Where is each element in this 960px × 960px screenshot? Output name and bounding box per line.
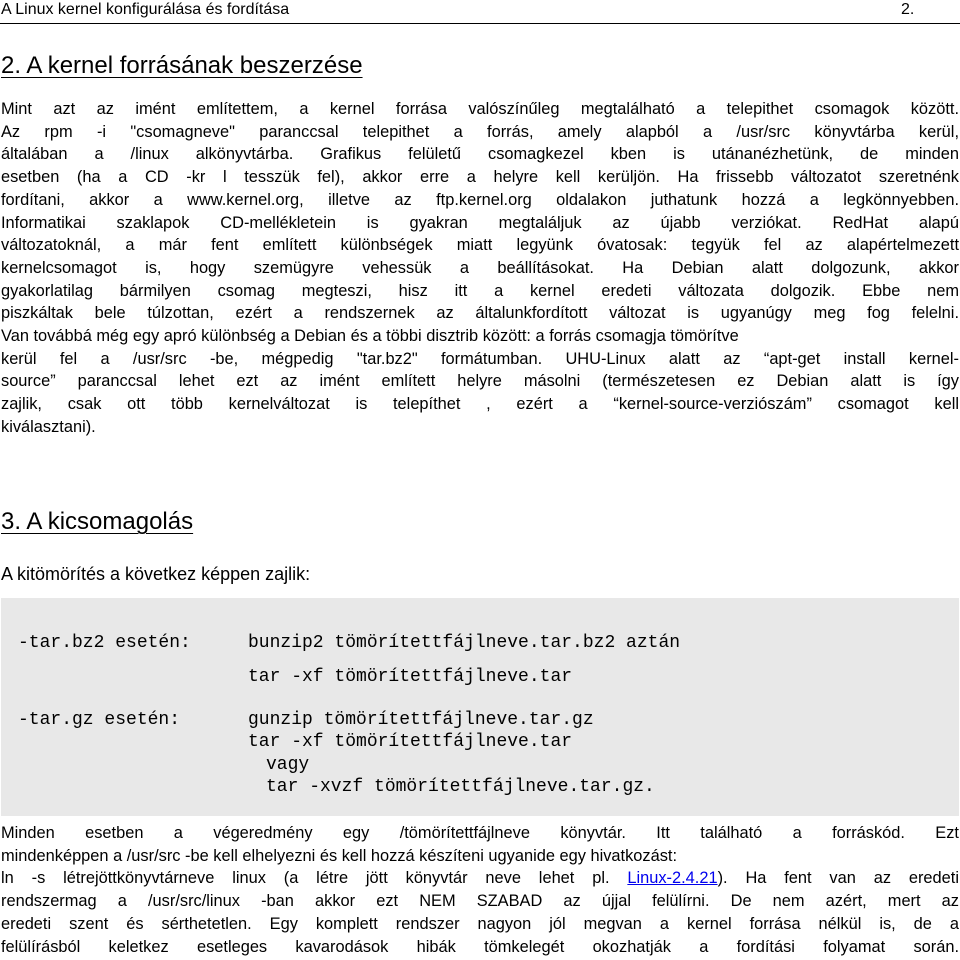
paragraph-line: esetben (ha a CD -kr l tesszük fel), akkor erre a helyre kell kerüljön. Ha frissebb változatot szeretnénk <box>1 168 959 187</box>
kernel-version-link[interactable]: Linux-2.4.21 <box>627 869 718 888</box>
code-line: tar -xf tömörítettfájlneve.tar <box>248 732 573 752</box>
paragraph-line: Mint azt az imént említettem, a kernel forrása valószínűleg megtalálható a telepithet csomagok között. <box>1 100 959 118</box>
paragraph-line: általában a /linux alkönyvtárba. Grafikus felületű csomagkezel kben is utánanézhetünk, de minden <box>1 145 959 164</box>
paragraph-line: zajlik, csak ott több kernelváltozat is telepíthet , ezért a “kernel-source-verziószám” csomagot kell <box>1 395 959 414</box>
section-2-heading: 2. A kernel forrásának beszerzése <box>1 52 363 79</box>
code-label-bz2: -tar.bz2 esetén: <box>18 633 191 653</box>
header-rule <box>0 23 960 24</box>
section-3-heading: 3. A kicsomagolás <box>1 508 194 535</box>
code-line: tar -xvzf tömörítettfájlneve.tar.gz. <box>266 777 655 797</box>
code-label-gz: -tar.gz esetén: <box>18 710 181 730</box>
section-3-intro: A kitömörítés a következ képpen zajlik: <box>1 564 311 584</box>
paragraph-line: Minden esetben a végeredmény egy /tömörítettfájlneve könyvtár. Itt található a forráskód. Ezt <box>1 824 959 842</box>
code-line: bunzip2 tömörítettfájlneve.tar.bz2 aztán <box>248 633 681 653</box>
paragraph-line: Van továbbá még egy apró különbség a Debian és a többi disztrib között: a forrás csomagja tömörítve <box>1 327 739 346</box>
section-2-body <box>1 98 959 439</box>
section-3-body <box>1 822 959 958</box>
paragraph-line: Informatikai szaklapok CD-mellékletein is gyakran megtaláljuk az újabb verziókat. RedHat alapú <box>1 213 959 232</box>
paragraph-line: eredeti szent és sérthetetlen. Egy komplett rendszer nagyon jól megvan a kernel forrása nélkül is, de a <box>1 914 959 933</box>
page-number: 2. <box>901 1 915 18</box>
paragraph-line <box>1 867 959 890</box>
text-run: ). Ha fent van az eredeti <box>717 869 959 888</box>
header-title: A Linux kernel konfigurálása és fordítása <box>1 1 290 18</box>
paragraph-line: source” paranccsal lehet ezt az imént említett helyre másolni (természetesen ez Debian alatt is így <box>1 372 959 391</box>
paragraph-line: kerül fel a /usr/src -be, mégpedig "tar.bz2" formátumban. UHU-Linux alatt az “apt-get install kernel- <box>1 349 959 368</box>
paragraph-line: kernelcsomagot is, hogy szemügyre vehessük a beállításokat. Ha Debian alatt dolgozunk, akkor <box>1 258 959 277</box>
code-line: tar -xf tömörítettfájlneve.tar <box>248 667 573 687</box>
paragraph-line: piszkáltak bele túlzottan, ezért a rendszernek az általunkfordított változat is ugyanúgy meg fog felelni. <box>1 304 959 323</box>
paragraph-line: felülírásból keletkez esetleges kavarodások hibák tömkelegét okozhatják a fordítási folyamat során. <box>1 937 959 956</box>
paragraph-line: gyakorlatilag bármilyen csomag megteszi, hisz itt a kernel eredeti változata dolgozik. Ebbe nem <box>1 281 959 300</box>
text-run: ln -s létrejöttkönyvtárneve linux (a létre jött könyvtár neve lehet pl. <box>1 869 628 888</box>
page-header <box>0 0 960 22</box>
code-line: vagy <box>266 755 310 775</box>
paragraph-line: mindenképpen a /usr/src -be kell elhelyezni és kell hozzá készíteni ugyanide egy hivatkozást: <box>1 846 678 865</box>
paragraph-line: rendszermag a /usr/src/linux -ban akkor ezt NEM SZABAD az újjal felülírni. De nem azért, mert az <box>1 892 959 911</box>
paragraph-line: fordítani, akkor a www.kernel.org, illetve az ftp.kernel.org oldalakon juthatunk hozzá a legkönnyebben. <box>1 190 959 209</box>
paragraph-line: változatoknál, a már fent említett különbségek miatt legyünk óvatosak: tegyük fel az alapértelmezett <box>1 236 959 255</box>
code-line: gunzip tömörítettfájlneve.tar.gz <box>248 710 594 730</box>
paragraph-line: kiválasztani). <box>1 417 96 436</box>
code-block <box>1 598 959 816</box>
paragraph-line: Az rpm -i "csomagneve" paranccsal telepithet a forrás, amely alapból a /usr/src könyvtárba kerül, <box>1 122 959 141</box>
